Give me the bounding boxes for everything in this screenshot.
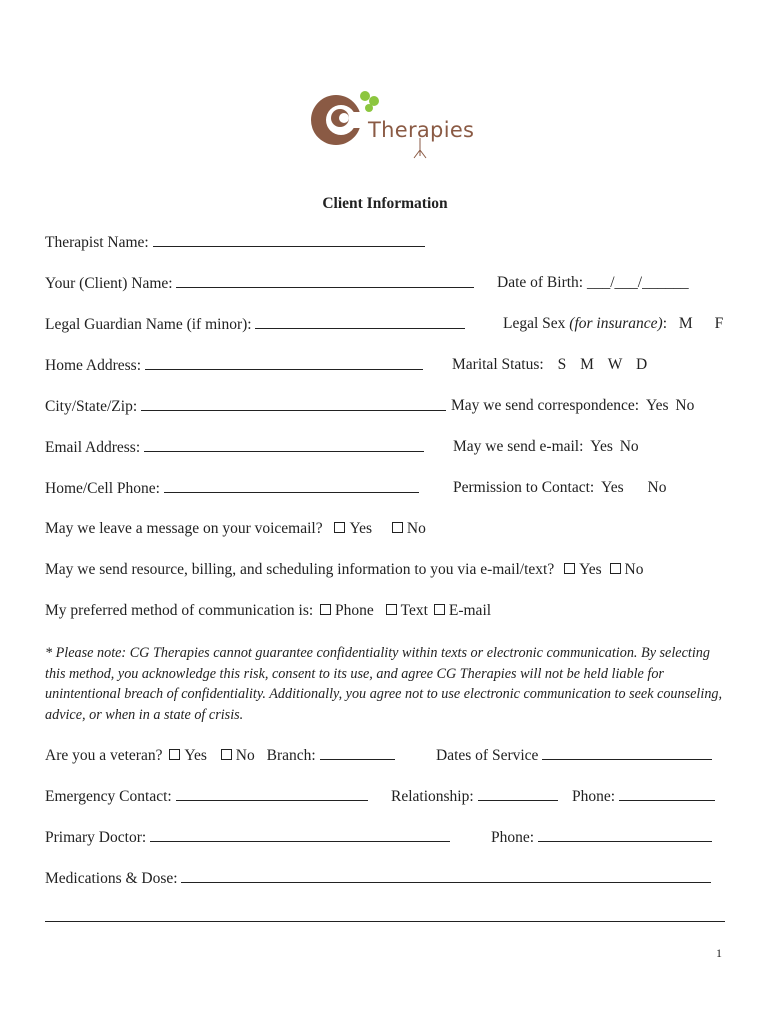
send-email-label: May we send e-mail: bbox=[453, 438, 584, 455]
dates-of-service-label: Dates of Service bbox=[436, 747, 539, 764]
voicemail-no-label: No bbox=[406, 520, 426, 537]
guardian-field[interactable] bbox=[255, 315, 465, 329]
resource-yes-checkbox[interactable] bbox=[564, 563, 575, 574]
permission-yes[interactable]: Yes bbox=[601, 479, 624, 496]
resource-info-row bbox=[45, 561, 725, 579]
confidentiality-note: * Please note: CG Therapies cannot guarantee confidentiality within texts or electronic communication. By selecting this method, you acknowledge this risk, consent to its use, and agree CG Therapies will not be held liable for unintentional breach of confidentiality. Additionally, you agree not to use electronic communication to seek counseling, advice, or when in a state of crisis. bbox=[45, 645, 723, 723]
veteran-label: Are you a veteran? bbox=[45, 747, 163, 764]
logo-wordmark: Therapies bbox=[368, 118, 475, 142]
cg-therapies-logo bbox=[308, 88, 475, 168]
emergency-contact-field[interactable] bbox=[176, 787, 368, 801]
email-address-field[interactable] bbox=[144, 438, 424, 452]
email-address-label: Email Address: bbox=[45, 439, 141, 456]
legal-sex-note: (for insurance) bbox=[569, 315, 663, 332]
permission-group bbox=[453, 479, 666, 497]
veteran-no-label: No bbox=[235, 747, 255, 764]
doctor-phone-label: Phone: bbox=[491, 829, 535, 846]
pref-text-checkbox[interactable] bbox=[386, 604, 397, 615]
resource-no-label: No bbox=[624, 561, 644, 578]
legal-sex-colon: : bbox=[662, 315, 668, 332]
correspondence-group bbox=[451, 397, 694, 415]
client-name-row bbox=[45, 274, 725, 293]
pref-email-checkbox[interactable] bbox=[434, 604, 445, 615]
voicemail-no-checkbox[interactable] bbox=[392, 522, 403, 533]
veteran-no-checkbox[interactable] bbox=[221, 749, 232, 760]
dob-group bbox=[497, 274, 689, 292]
relationship-group bbox=[391, 787, 558, 806]
preferred-method-row bbox=[45, 602, 725, 620]
therapist-name-field[interactable] bbox=[153, 233, 425, 247]
branch-field[interactable] bbox=[320, 746, 395, 760]
email-row bbox=[45, 438, 725, 457]
resource-yes-label: Yes bbox=[579, 561, 602, 578]
permission-no[interactable]: No bbox=[647, 479, 667, 496]
phone-field[interactable] bbox=[164, 479, 419, 493]
medications-row bbox=[45, 869, 725, 888]
home-address-label: Home Address: bbox=[45, 357, 142, 374]
medications-continuation-line[interactable] bbox=[45, 921, 725, 922]
primary-doctor-row bbox=[45, 828, 725, 847]
send-email-yes[interactable]: Yes bbox=[590, 438, 613, 455]
relationship-field[interactable] bbox=[478, 787, 558, 801]
emergency-phone-label: Phone: bbox=[572, 788, 616, 805]
guardian-row bbox=[45, 315, 725, 334]
veteran-yes-label: Yes bbox=[184, 747, 207, 764]
primary-doctor-field[interactable] bbox=[150, 828, 450, 842]
therapist-name-label: Therapist Name: bbox=[45, 234, 149, 251]
phone-label: Home/Cell Phone: bbox=[45, 480, 160, 497]
sex-option-f[interactable]: F bbox=[714, 315, 724, 332]
therapist-name-row bbox=[45, 233, 725, 252]
sex-option-m[interactable]: M bbox=[678, 315, 693, 332]
legal-sex-label: Legal Sex bbox=[503, 315, 566, 332]
emergency-phone-group bbox=[572, 787, 715, 806]
phone-row bbox=[45, 479, 725, 498]
home-address-row bbox=[45, 356, 725, 375]
marital-status-label: Marital Status: bbox=[452, 356, 544, 373]
branch-label: Branch: bbox=[266, 747, 316, 764]
home-address-field[interactable] bbox=[145, 356, 423, 370]
resource-no-checkbox[interactable] bbox=[610, 563, 621, 574]
correspondence-no[interactable]: No bbox=[675, 397, 695, 414]
dates-of-service-group bbox=[436, 746, 712, 765]
pref-text-label: Text bbox=[400, 602, 428, 619]
send-email-group bbox=[453, 438, 639, 456]
city-state-zip-row bbox=[45, 397, 725, 416]
pref-phone-checkbox[interactable] bbox=[320, 604, 331, 615]
permission-label: Permission to Contact: bbox=[453, 479, 595, 496]
pref-email-label: E-mail bbox=[448, 602, 492, 619]
client-name-label: Your (Client) Name: bbox=[45, 275, 173, 292]
medications-field[interactable] bbox=[181, 869, 711, 883]
dob-label: Date of Birth: bbox=[497, 274, 584, 291]
page-title: Client Information bbox=[322, 195, 448, 212]
client-name-field[interactable] bbox=[176, 274, 474, 288]
marital-option-m[interactable]: M bbox=[580, 356, 594, 373]
voicemail-label: May we leave a message on your voicemail? bbox=[45, 520, 323, 537]
marital-option-s[interactable]: S bbox=[557, 356, 567, 373]
veteran-yes-checkbox[interactable] bbox=[169, 749, 180, 760]
legal-sex-group bbox=[503, 315, 723, 333]
correspondence-yes[interactable]: Yes bbox=[645, 397, 669, 414]
send-email-no[interactable]: No bbox=[619, 438, 639, 455]
primary-doctor-label: Primary Doctor: bbox=[45, 829, 147, 846]
page-number: 1 bbox=[716, 946, 722, 960]
doctor-phone-field[interactable] bbox=[538, 828, 712, 842]
voicemail-yes-label: Yes bbox=[349, 520, 373, 537]
city-state-zip-field[interactable] bbox=[141, 397, 446, 411]
voicemail-row bbox=[45, 520, 725, 538]
marital-option-w[interactable]: W bbox=[607, 356, 623, 373]
correspondence-label: May we send correspondence: bbox=[451, 397, 640, 414]
city-state-zip-label: City/State/Zip: bbox=[45, 398, 138, 415]
doctor-phone-group bbox=[491, 828, 712, 847]
preferred-method-label: My preferred method of communication is: bbox=[45, 602, 314, 619]
marital-status-group bbox=[452, 356, 647, 374]
relationship-label: Relationship: bbox=[391, 788, 474, 805]
dob-field[interactable]: ___/___/______ bbox=[586, 274, 689, 291]
resource-info-label: May we send resource, billing, and scheduling information to you via e-mail/text? bbox=[45, 561, 555, 578]
marital-option-d[interactable]: D bbox=[635, 356, 648, 373]
veteran-row bbox=[45, 746, 725, 765]
emergency-contact-label: Emergency Contact: bbox=[45, 788, 172, 805]
emergency-phone-field[interactable] bbox=[619, 787, 715, 801]
medications-label: Medications & Dose: bbox=[45, 870, 178, 887]
pref-phone-label: Phone bbox=[335, 602, 374, 619]
emergency-contact-row bbox=[45, 787, 725, 806]
guardian-label: Legal Guardian Name (if minor): bbox=[45, 316, 252, 333]
voicemail-yes-checkbox[interactable] bbox=[334, 522, 345, 533]
dates-of-service-field[interactable] bbox=[542, 746, 712, 760]
